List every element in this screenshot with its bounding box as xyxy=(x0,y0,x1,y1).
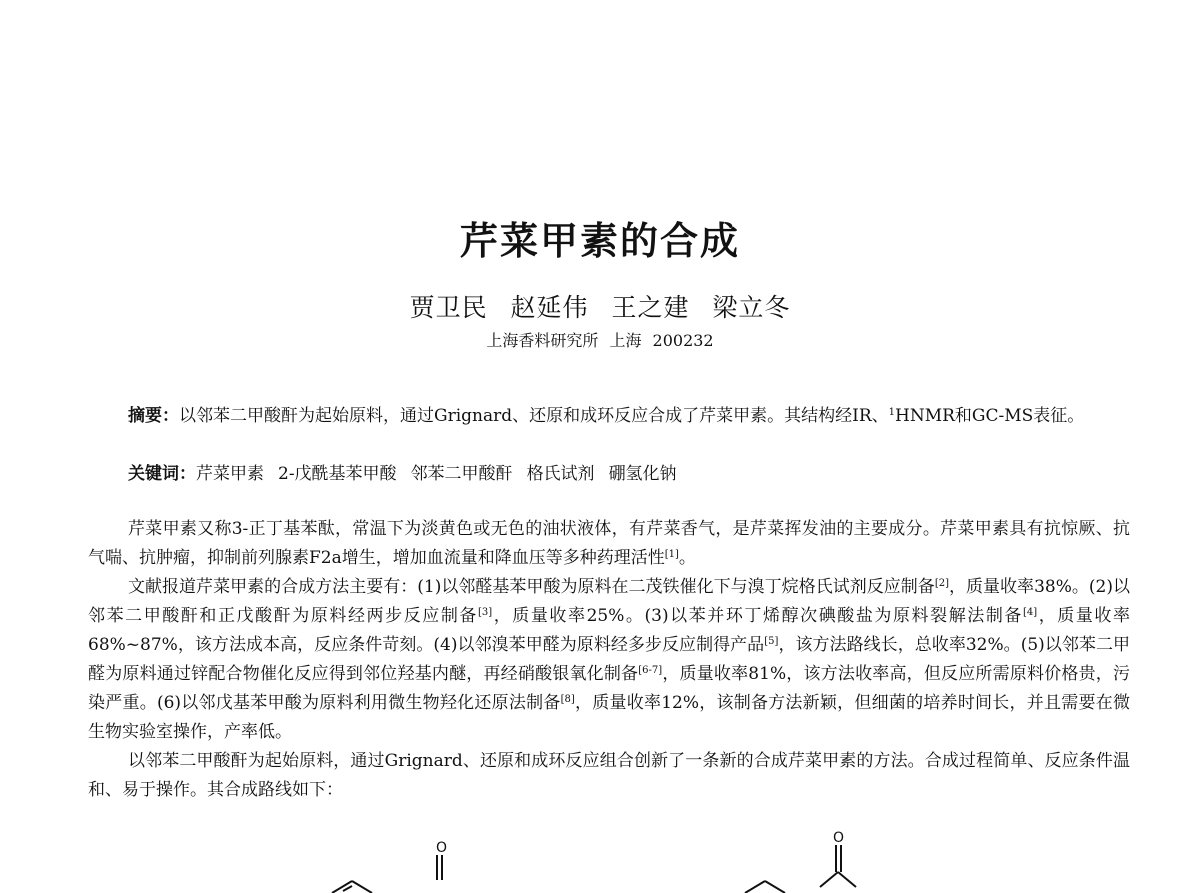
paragraph-2 xyxy=(88,573,1130,747)
body-text xyxy=(88,515,1130,805)
oxygen-label-left: O xyxy=(436,840,448,856)
abstract xyxy=(88,402,1130,431)
paper-title: 芹菜甲素的合成 xyxy=(459,219,740,263)
citation: [6-7] xyxy=(638,665,663,676)
citation: [2] xyxy=(934,578,949,589)
paragraph-text: ，质量收率81%，该方法收率高，但反应所需原料价格贵，污染严重。(6)以邻戊基苯甲酸为原料利用微生物羟化还原法制备 xyxy=(88,664,1130,713)
citation: [1] xyxy=(664,549,679,560)
left-structure xyxy=(332,855,442,893)
keywords xyxy=(88,460,1130,489)
citation: [5] xyxy=(764,636,779,647)
paragraph-3: 以邻苯二甲酸酐为起始原料，通过Grignard、还原和成环反应组合创新了一条新的合成芹菜甲素的方法。合成过程简单、反应条件温和、易于操作。其合成路线如下： xyxy=(88,751,1130,800)
citation: [3] xyxy=(477,607,493,618)
paragraph-text: 文献报道芹菜甲素的合成方法主要有：(1)以邻醛基苯甲酸为原料在二茂铁催化下与溴丁烷格氏试剂反应制备 xyxy=(128,577,935,597)
abstract-superscript: 1 xyxy=(888,407,896,418)
synthesis-scheme xyxy=(0,820,1200,893)
keyword: 邻苯二甲酸酐 xyxy=(410,464,513,484)
keyword: 芹菜甲素 xyxy=(196,464,264,484)
citation: [8] xyxy=(560,694,575,705)
oxygen-label-right: O xyxy=(833,830,845,846)
paragraph-text: ，质量收率12%，该制备方法新颖，但细菌的培养时间长，并且需要在微生物实验室操作，产率低。 xyxy=(88,693,1130,742)
abstract-text: 以邻苯二甲酸酐为起始原料，通过Grignard、还原和成环反应合成了芹菜甲素。其结构经IR、 xyxy=(179,406,889,426)
paragraph-text: ，该方法路线长，总收率32%。(5)以邻苯二甲醛为原料通过锌配合物催化反应得到邻位羟基内醚，再经硝酸银氧化制备 xyxy=(88,635,1130,684)
affiliation: 上海香料研究所 上海 200232 xyxy=(486,331,714,350)
paragraph-text: 。 xyxy=(678,548,696,568)
right-structure xyxy=(745,845,856,893)
paragraph-1 xyxy=(88,515,1130,573)
paragraph-text: ，质量收率68%~87%，该方法成本高，反应条件苛刻。(4)以邻溴苯甲醛为原料经多步反应制得产品 xyxy=(88,606,1131,655)
author-list: 贾卫民 赵延伟 王之建 梁立冬 xyxy=(409,293,791,322)
citation: [4] xyxy=(1022,607,1038,618)
keyword: 硼氢化钠 xyxy=(608,464,677,484)
abstract-label: 摘要： xyxy=(128,406,179,426)
paragraph-text: ，质量收率38%。(2)以邻苯二甲酸酐和正戊酸酐为原料经两步反应制备 xyxy=(88,577,1130,626)
keywords-label: 关键词： xyxy=(128,464,196,484)
abstract-text-end: HNMR和GC-MS表征。 xyxy=(895,406,1085,426)
keyword: 格氏试剂 xyxy=(526,464,595,484)
paragraph-text: ，质量收率25%。(3)以苯并环丁烯醇次碘酸盐为原料裂解法制备 xyxy=(492,606,1023,626)
paragraph-text: 芹菜甲素又称3-正丁基苯酞，常温下为淡黄色或无色的油状液体，有芹菜香气，是芹菜挥发油的主要成分。芹菜甲素具有抗惊厥、抗气喘、抗肿瘤，抑制前列腺素F2a增生，增加血流量和降血压等多种药理活性 xyxy=(88,519,1130,568)
keyword: 2-戊酰基苯甲酸 xyxy=(278,464,397,484)
